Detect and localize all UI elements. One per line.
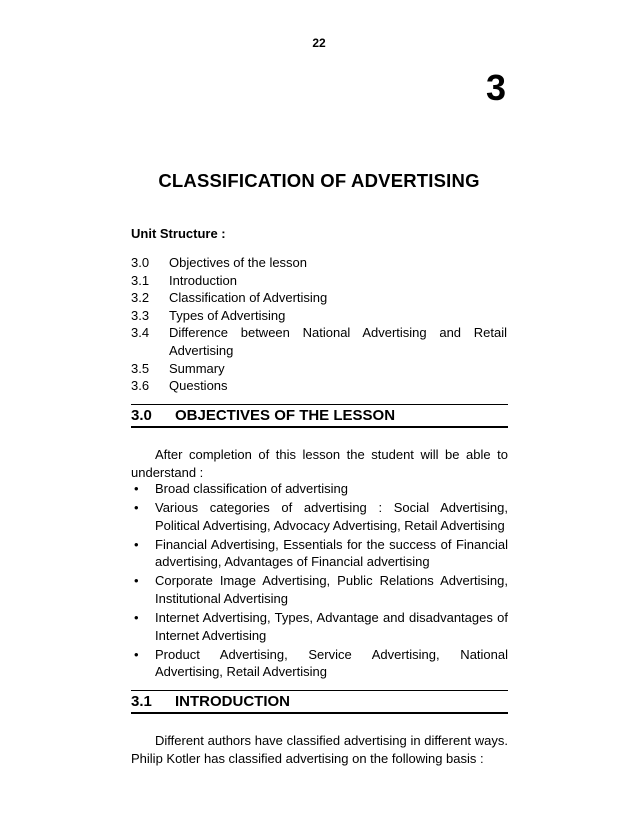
toc-item [131,377,507,395]
toc-item-label: Difference between National Advertising and Retail Advertising [169,325,507,358]
list-item-text: Broad classification of advertising [155,481,348,496]
bullet-icon: • [134,573,139,589]
toc-item-number: 3.3 [131,307,150,323]
toc-item-label: Classification of Advertising [169,290,328,306]
list-item-text: Internet Advertising, Types, Advantage and disadvantages of Internet Advertising [155,610,508,643]
toc-item-number: 3.2 [131,290,150,306]
bullet-icon: • [134,610,139,626]
unit-structure-heading: Unit Structure : [131,226,226,241]
list-item-text: Product Advertising, Service Advertising, National Advertising, Retail Advertising [155,646,508,680]
toc-item-number: 3.6 [131,378,150,394]
toc-item [131,360,507,378]
toc-item-label: Questions [169,378,228,394]
toc-item-number: 3.4 [131,325,150,341]
toc-item-number: 3.5 [131,360,150,376]
section-title: INTRODUCTION [175,693,290,710]
list-item [131,572,508,607]
toc-item-label: Introduction [169,272,237,288]
objectives-intro: After completion of this lesson the student will be able to understand : [131,447,508,480]
section-heading-objectives [131,404,508,428]
toc-item-label: Summary [169,360,225,376]
list-item-text: Corporate Image Advertising, Public Relations Advertising, Institutional Advertising [155,573,508,607]
section-number: 3.1 [131,693,152,710]
objectives-list [131,480,508,683]
list-item [131,499,508,534]
list-item [131,609,508,644]
section-heading-introduction [131,690,508,714]
list-item [131,536,508,571]
introduction-paragraph: Different authors have classified advertising in different ways. Philip Kotler has classified advertising on the following basis : [131,733,508,766]
page-number: 22 [312,36,326,50]
list-item [131,480,508,498]
toc-item [131,254,507,272]
bullet-icon: • [134,500,139,516]
toc-item [131,307,507,325]
toc-item [131,272,507,290]
list-item-text: Various categories of advertising : Social Advertising, Political Advertising, Advocacy Advertising, Retail Advertising [155,500,508,533]
section-title: OBJECTIVES OF THE LESSON [175,407,396,424]
chapter-number: 3 [485,67,506,108]
toc-item-number: 3.0 [131,255,150,270]
toc-item-label: Types of Advertising [169,307,286,323]
list-item [131,646,508,681]
list-item-text: Financial Advertising, Essentials for the success of Financial advertising, Advantages of Financial advertising [155,536,508,570]
section-number: 3.0 [131,407,152,424]
toc-item [131,324,507,359]
bullet-icon: • [134,536,139,552]
toc-item-number: 3.1 [131,272,150,288]
bullet-icon: • [134,481,139,496]
unit-structure-list [131,254,507,395]
chapter-title: CLASSIFICATION OF ADVERTISING [158,170,480,191]
toc-item-label: Objectives of the lesson [169,255,308,270]
bullet-icon: • [134,646,139,662]
toc-item [131,289,507,307]
